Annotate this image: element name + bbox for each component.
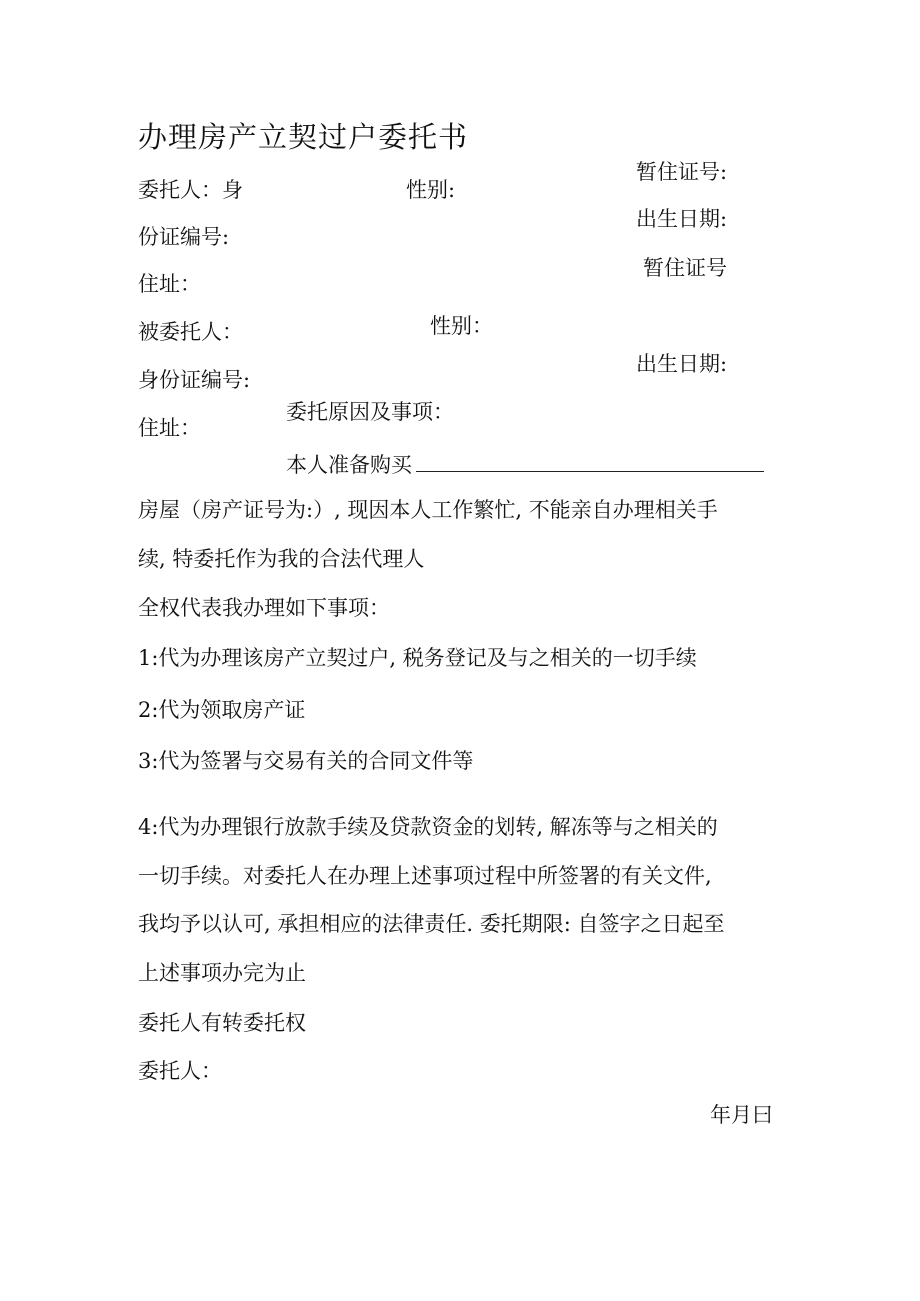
matter-item-4-line-1: 4:代为办理银行放款手续及贷款资金的划转, 解冻等与之相关的 [138, 815, 718, 839]
authority-intro: 全权代表我办理如下事项： [138, 596, 390, 620]
matter-item-2: 2:代为领取房产证 [138, 698, 306, 722]
temp-residence-permit-label-2: 暂住证号 [643, 256, 727, 280]
matter-item-4-line-4: 上述事项办完为止 [138, 961, 306, 985]
entrust-matters-heading: 委托原因及事项： [286, 400, 454, 424]
principal-address-label: 住址： [138, 272, 201, 296]
signature-label: 委托人： [138, 1059, 222, 1083]
matter-item-4-line-3: 我均予以认可, 承担相应的法律责任. 委托期限: 自签字之日起至 [138, 912, 725, 936]
agent-id-number-label: 身份证编号: [138, 368, 251, 392]
date-line: 年月曰 [710, 1103, 773, 1127]
agent-birth-date-label: 出生日期: [636, 352, 728, 376]
property-blank-line [416, 451, 764, 472]
agent-name-label: 被委托人： [138, 320, 243, 344]
agent-gender-label: 性别： [430, 314, 493, 338]
principal-birth-date-label: 出生日期: [636, 207, 728, 231]
principal-gender-label: 性别: [406, 178, 456, 202]
temp-residence-permit-label-1: 暂住证号: [636, 160, 728, 184]
matter-item-1: 1:代为办理该房产立契过户, 税务登记及与之相关的一切手续 [138, 646, 697, 670]
principal-name-label: 委托人：身 [138, 178, 243, 202]
sub-delegation-right: 委托人有转委托权 [138, 1011, 306, 1035]
principal-id-number-label: 份证编号: [138, 225, 230, 249]
agent-address-label: 住址： [138, 416, 201, 440]
document-title: 办理房产立契过户委托书 [138, 120, 469, 154]
purchase-line [286, 451, 764, 478]
reason-paragraph-line-1: 房屋（房产证号为:）, 现因本人工作繁忙, 不能亲自办理相关手 [138, 498, 718, 522]
reason-paragraph-line-2: 续, 特委托作为我的合法代理人 [138, 547, 425, 571]
matter-item-3: 3:代为签署与交易有关的合同文件等 [138, 749, 474, 773]
matter-item-4-line-2: 一切手续。对委托人在办理上述事项过程中所签署的有关文件, [138, 864, 712, 888]
purchase-prefix: 本人准备购买 [286, 453, 412, 477]
